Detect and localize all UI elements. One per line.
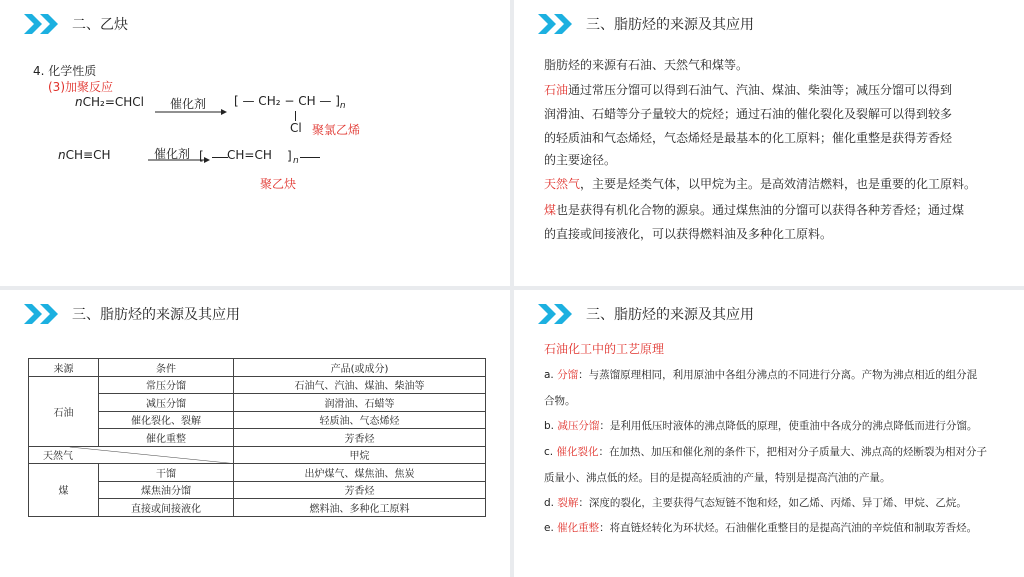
eq1-bond	[295, 111, 296, 121]
item-label: 催化裂化	[556, 446, 599, 458]
process-item-d	[544, 495, 967, 510]
eq1-n: n	[75, 95, 83, 109]
item-text: ：是利用低压时液体的沸点降低的原理，使重油中各成分的沸点降低而进行分馏。	[599, 420, 978, 432]
table-cell: 催化裂化、裂解	[99, 411, 234, 429]
process-item-c-cont: 质量小、沸点低的烃。目的是提高轻质油的产量，特别是提高汽油的产量。	[544, 472, 891, 484]
eq1-catalyst: 催化剂	[170, 97, 207, 111]
panel-header	[24, 302, 240, 326]
table-cell: 直接或间接液化	[99, 499, 234, 517]
coal-text: 也是获得有机化合物的源泉。通过煤焦油的分馏可以获得各种芳香烃；通过煤	[556, 203, 965, 217]
process-item-c	[544, 444, 987, 459]
oil-line-2: 润滑油、石蜡等分子量较大的烷烃；通过石油的催化裂化及裂解可以得到较多	[544, 107, 953, 121]
coal-label: 煤	[544, 203, 557, 217]
table-row	[29, 376, 486, 394]
panel-header	[538, 12, 754, 36]
gas-label: 天然气	[544, 177, 581, 191]
coal-line-1	[544, 198, 964, 222]
item-prefix: b.	[544, 420, 558, 432]
table-cell: 润滑油、石蜡等	[234, 394, 486, 412]
table-cell: 石油气、汽油、煤油、柴油等	[234, 376, 486, 394]
double-chevron-icon	[538, 304, 574, 324]
section-subitem: (3)加聚反应	[48, 80, 113, 94]
eq2-n: n	[58, 148, 66, 162]
panel-title: 三、脂肪烃的来源及其应用	[586, 307, 754, 323]
gas-text: ，主要是烃类气体，以甲烷为主。是高效清洁燃料，也是重要的化工原料。	[580, 177, 977, 191]
coal-line-2: 的直接或间接液化，可以获得燃料油及多种化工原料。	[544, 227, 833, 241]
oil-line-4: 的主要途径。	[544, 153, 617, 167]
table-cell: 芳香烃	[234, 429, 486, 447]
eq1-product-formula: [ — CH₂ − CH — ]	[234, 94, 340, 108]
slide-panel-sources	[514, 0, 1024, 286]
eq1-reactant	[75, 95, 144, 109]
table-cell-source-gas	[29, 446, 234, 464]
eq2-bracket-close: ]	[287, 149, 292, 163]
eq2-bond-left	[212, 157, 228, 158]
item-label: 催化重整	[557, 522, 600, 534]
eq1-reactant-formula: CH₂=CHCl	[82, 95, 144, 109]
table-cell: 甲烷	[234, 446, 486, 464]
item-label: 裂解	[557, 497, 579, 509]
item-prefix: c.	[544, 446, 557, 458]
table-cell: 出炉煤气、煤焦油、焦炭	[234, 464, 486, 482]
item-prefix: d.	[544, 497, 558, 509]
table-header: 来源	[29, 359, 99, 377]
item-text: ：在加热、加压和催化剂的条件下，把相对分子质量大、沸点高的烃断裂为相对分子	[598, 446, 987, 458]
section-subtitle: 石油化工中的工艺原理	[544, 342, 665, 356]
oil-text: 通过常压分馏可以得到石油气、汽油、煤油、柴油等；减压分馏可以得到	[568, 83, 953, 97]
oil-line-1	[544, 78, 952, 102]
panel-title: 三、脂肪烃的来源及其应用	[586, 17, 754, 33]
slide-panel-acetylene	[0, 0, 510, 286]
eq1-arrow	[155, 108, 227, 116]
oil-line-3: 的轻质油和气态烯烃，气态烯烃是最基本的化工原料；催化重整是获得芳香烃	[544, 131, 953, 145]
eq2-product-n: n	[293, 156, 299, 166]
section-item: 4. 化学性质	[33, 64, 97, 78]
eq2-product-formula: CH=CH	[227, 148, 272, 162]
process-item-a	[544, 367, 977, 382]
table-cell-source: 煤	[29, 464, 99, 517]
table-row	[29, 464, 486, 482]
eq2-bond-right	[300, 157, 320, 158]
panel-header	[24, 12, 128, 36]
table-row	[29, 446, 486, 464]
double-chevron-icon	[24, 304, 60, 324]
eq2-bracket-open: [	[199, 149, 204, 163]
eq2-reactant-formula: CH≡CH	[65, 148, 111, 162]
table-cell: 干馏	[99, 464, 234, 482]
item-text: ：与蒸馏原理相同，利用原油中各组分沸点的不同进行分离。产物为沸点相近的组分混	[578, 369, 978, 381]
table-cell: 催化重整	[99, 429, 234, 447]
slide-panel-processes	[514, 290, 1024, 577]
eq1-name: 聚氯乙烯	[312, 123, 361, 137]
panel-title: 二、乙炔	[72, 17, 128, 33]
table-cell: 煤焦油分馏	[99, 481, 234, 499]
sources-table	[28, 358, 486, 517]
intro-text: 脂肪烃的来源有石油、天然气和煤等。	[544, 58, 749, 72]
gas-line	[544, 172, 976, 196]
table-cell: 减压分馏	[99, 394, 234, 412]
table-header-row	[29, 359, 486, 377]
table-cell: 常压分馏	[99, 376, 234, 394]
process-item-b	[544, 418, 977, 433]
item-label: 分馏	[557, 369, 579, 381]
gas-source-label: 天然气	[43, 451, 73, 463]
double-chevron-icon	[24, 14, 60, 34]
eq2-name: 聚乙炔	[260, 177, 297, 191]
item-prefix: e.	[544, 522, 558, 534]
eq1-product	[234, 94, 346, 111]
item-prefix: a.	[544, 369, 558, 381]
process-item-a-cont: 合物。	[544, 395, 576, 407]
item-label: 减压分馏	[557, 420, 600, 432]
double-chevron-icon	[538, 14, 574, 34]
table-header: 条件	[99, 359, 234, 377]
slide-panel-table	[0, 290, 510, 577]
table-cell: 轻质油、气态烯烃	[234, 411, 486, 429]
item-text: ：深度的裂化，主要获得气态短链不饱和烃，如乙烯、丙烯、异丁烯、甲烷、乙烷。	[578, 497, 967, 509]
table-cell: 芳香烃	[234, 481, 486, 499]
table-cell: 燃料油、多种化工原料	[234, 499, 486, 517]
oil-label: 石油	[544, 83, 569, 97]
eq1-product-n: n	[339, 101, 346, 111]
process-item-e	[544, 520, 977, 535]
table-cell-source: 石油	[29, 376, 99, 446]
table-header: 产品(或成分)	[234, 359, 486, 377]
item-text: ：将直链烃转化为环状烃。石油催化重整目的是提高汽油的辛烷值和制取芳香烃。	[599, 522, 978, 534]
panel-title: 三、脂肪烃的来源及其应用	[72, 307, 240, 323]
eq2-reactant	[58, 148, 110, 162]
eq2-catalyst: 催化剂	[154, 147, 191, 161]
eq1-substituent: Cl	[290, 121, 302, 135]
panel-header	[538, 302, 754, 326]
